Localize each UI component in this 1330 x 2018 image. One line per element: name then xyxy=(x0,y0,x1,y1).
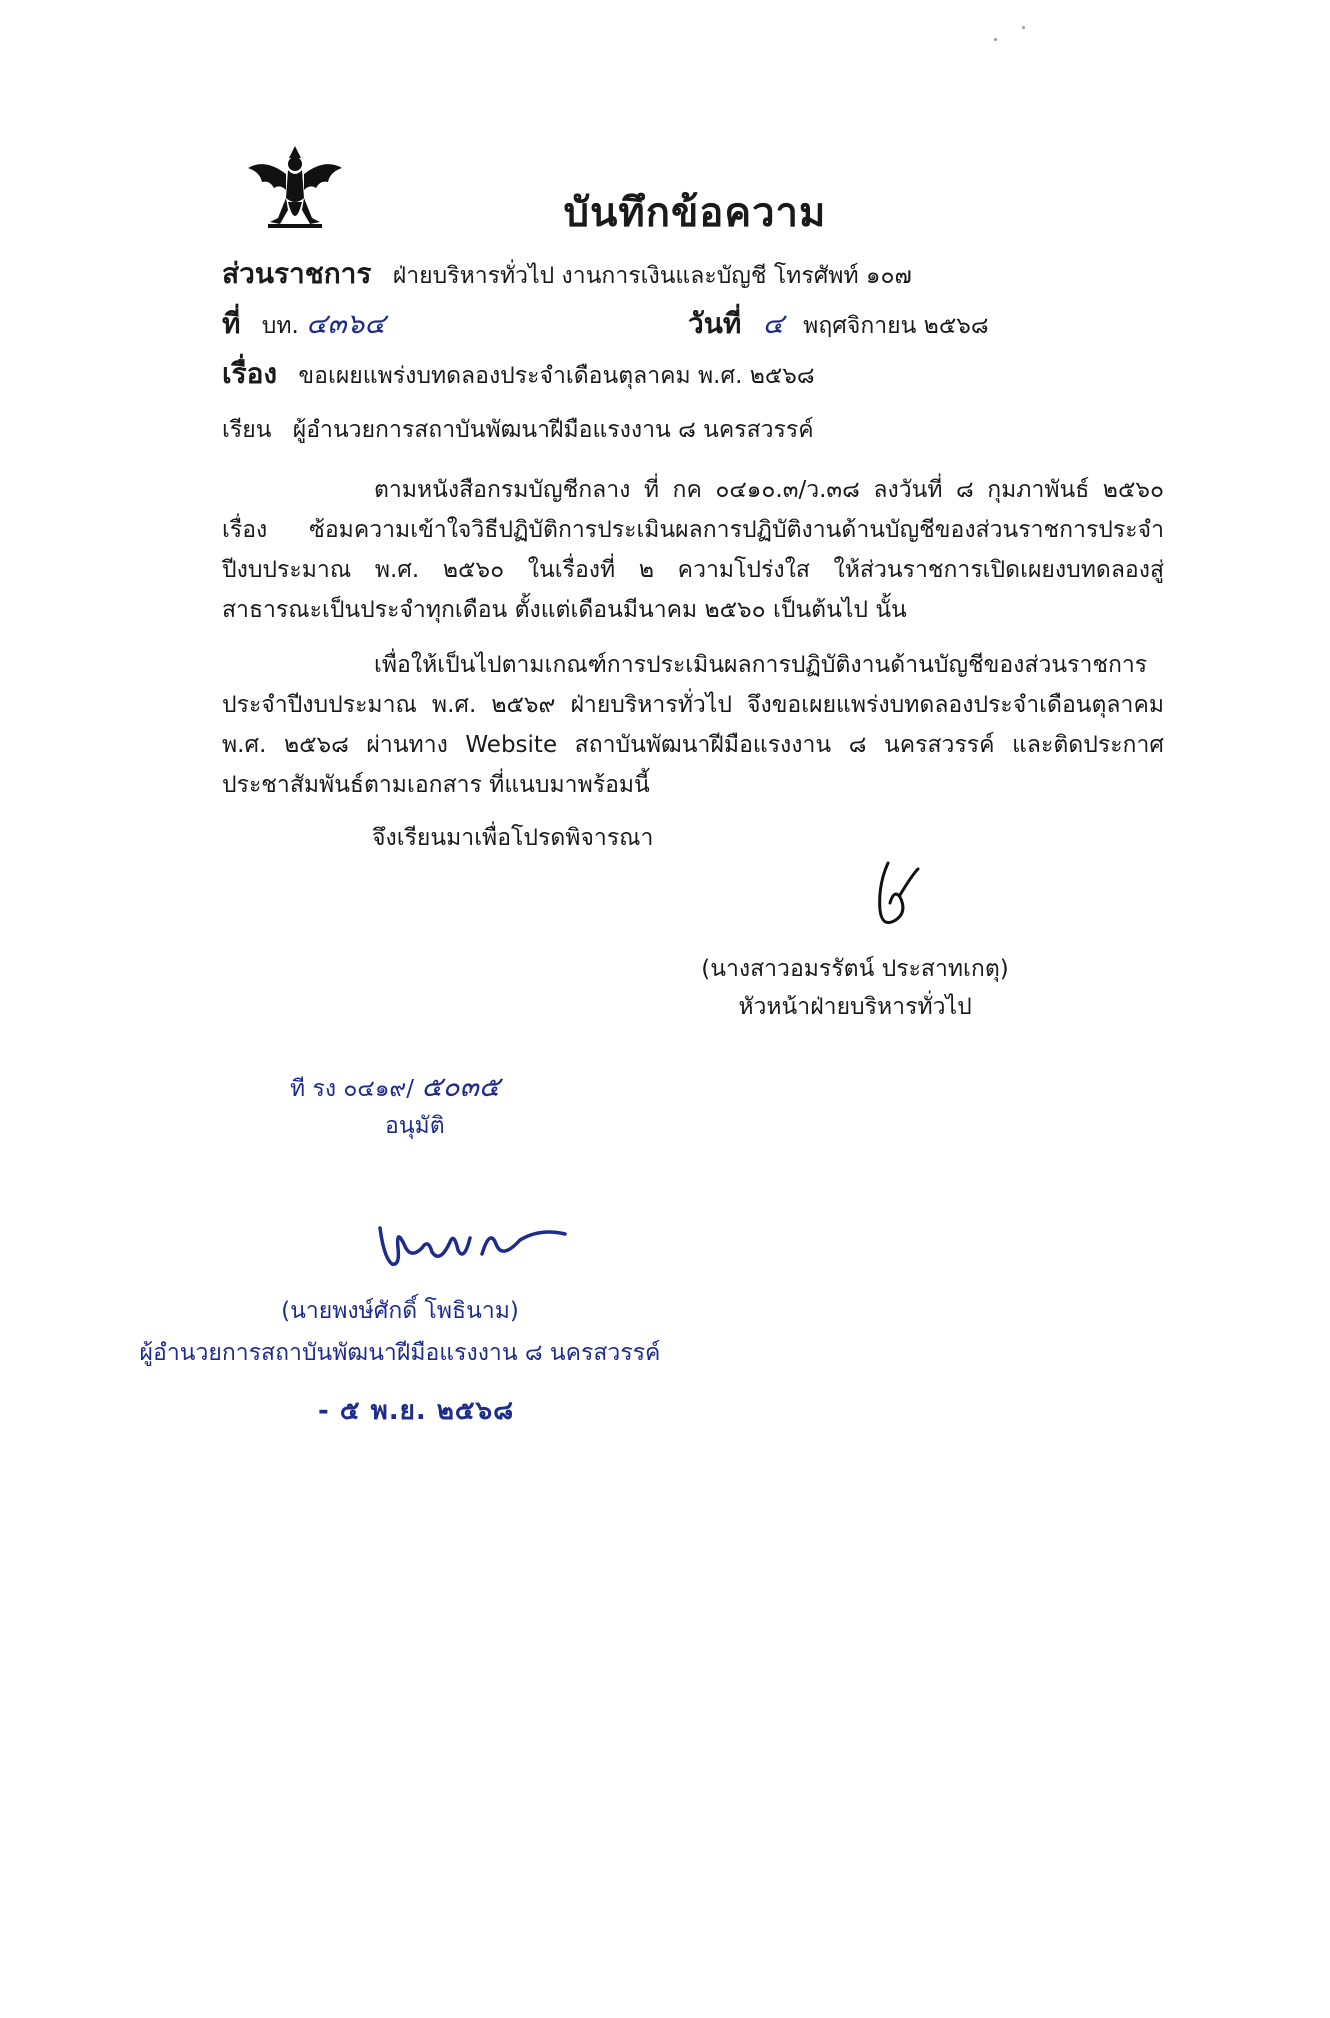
salutation-label: เรียน xyxy=(222,417,272,443)
agency-value: ฝ่ายบริหารทั่วไป งานการเงินและบัญชี โทรศัพท์ ๑๐๗ xyxy=(392,263,912,289)
date-value: พฤศจิกายน ๒๕๖๘ xyxy=(803,313,989,339)
paragraph-2: เพื่อให้เป็นไปตามเกณฑ์การประเมินผลการปฏิบัติงานด้านบัญชีของส่วนราชการประจำปีงบประมาณ พ.ศ. ๒๕๖๙ ฝ่ายบริหารทั่วไป จึงขอเผยแพร่งบทดลองประจำเดือนตุลาคม พ.ศ. ๒๕๖๘ ผ่านทาง Website สถาบันพัฒนาฝีมือแรงงาน ๘ นครสวรรค์ และติดประกาศประชาสัมพันธ์ตามเอกสาร ที่แนบมาพร้อมนี้ xyxy=(222,652,1164,798)
approval-reference xyxy=(290,1065,500,1109)
scan-speck xyxy=(994,38,997,41)
approval-status: อนุมัติ xyxy=(385,1113,445,1139)
reference-row xyxy=(222,302,385,346)
agency-row xyxy=(222,252,912,296)
approval-ref-number-handwritten: ๕๐๓๕ xyxy=(421,1070,500,1103)
approval-ref-prefix: ที รง ๐๔๑๙/ xyxy=(290,1076,415,1102)
closing-line: จึงเรียนมาเพื่อโปรดพิจารณา xyxy=(372,825,654,851)
signer-2-name: (นายพงษ์ศักดิ์ โพธินาม) xyxy=(281,1298,519,1324)
memo-title: บันทึกข้อความ xyxy=(563,190,827,236)
signer-2-position: ผู้อำนวยการสถาบันพัฒนาฝีมือแรงงาน ๘ นครสวรรค์ xyxy=(139,1340,661,1366)
reference-label: ที่ xyxy=(222,307,241,340)
signer-1-position: หัวหน้าฝ่ายบริหารทั่วไป xyxy=(738,994,972,1020)
signature-2 xyxy=(370,1208,570,1278)
scan-speck xyxy=(1022,26,1025,29)
reference-prefix: บท. xyxy=(261,313,299,339)
signer-1-block xyxy=(690,950,1020,1026)
approval-date-stamp: - ๕ พ.ย. ๒๕๖๘ xyxy=(318,1396,515,1426)
agency-label: ส่วนราชการ xyxy=(222,257,372,290)
date-day-handwritten: ๔ xyxy=(762,307,784,340)
subject-label: เรื่อง xyxy=(222,357,278,390)
date-row xyxy=(688,302,989,346)
date-label: วันที่ xyxy=(688,307,742,340)
signature-1 xyxy=(860,855,930,935)
salutation-row xyxy=(222,412,814,448)
salutation-value: ผู้อำนวยการสถาบันพัฒนาฝีมือแรงงาน ๘ นครสวรรค์ xyxy=(292,417,814,443)
subject-row xyxy=(222,352,815,396)
paragraph-1: ตามหนังสือกรมบัญชีกลาง ที่ กค ๐๔๑๐.๓/ว.๓๘ ลงวันที่ ๘ กุมภาพันธ์ ๒๕๖๐ เรื่อง ซ้อมความเข้าใจวิธีปฏิบัติการประเมินผลการปฏิบัติงานด้านบัญชีของส่วนราชการประจำปีงบประมาณ พ.ศ. ๒๕๖๐ ในเรื่องที่ ๒ ความโปร่งใส ให้ส่วนราชการเปิดเผยงบทดลองสู่สาธารณะเป็นประจำทุกเดือน ตั้งแต่เดือนมีนาคม ๒๕๖๐ เป็นต้นไป นั้น xyxy=(222,477,1164,623)
signer-2-block xyxy=(120,1290,680,1374)
signer-1-name: (นางสาวอมรรัตน์ ประสาทเกตุ) xyxy=(701,956,1009,982)
reference-number-handwritten: ๔๓๖๔ xyxy=(306,307,386,340)
subject-value: ขอเผยแพร่งบทดลองประจำเดือนตุลาคม พ.ศ. ๒๕๖๘ xyxy=(298,363,815,389)
